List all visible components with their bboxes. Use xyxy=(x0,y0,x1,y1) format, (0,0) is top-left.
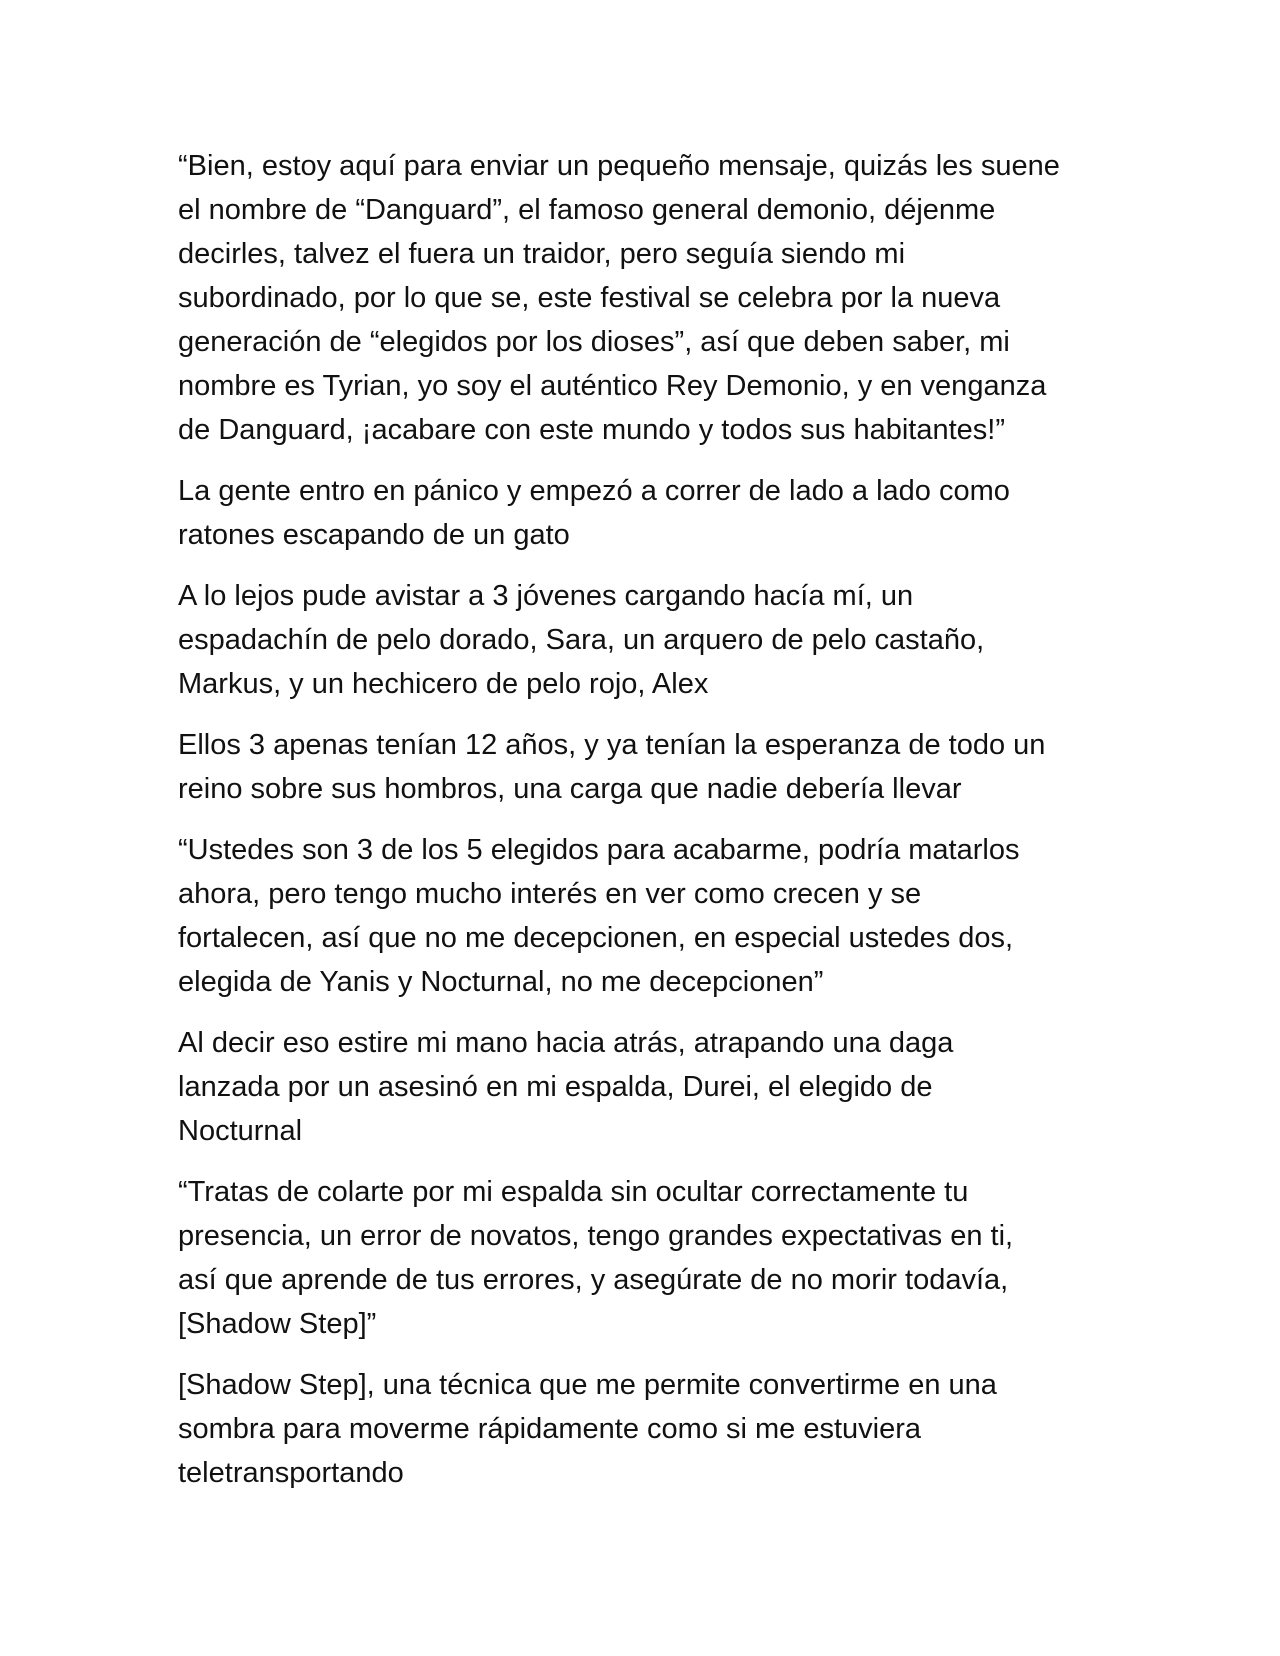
text-line: ratones escapando de un gato xyxy=(178,519,570,551)
paragraph xyxy=(178,469,1118,557)
text-line: así que aprende de tus errores, y asegúrate de no morir todavía, xyxy=(178,1264,1009,1296)
text-line: sombra para moverme rápidamente como si me estuviera xyxy=(178,1413,922,1445)
text-line: nombre es Tyrian, yo soy el auténtico Rey Demonio, y en venganza xyxy=(178,370,1047,402)
paragraph xyxy=(178,1363,1118,1495)
text-line: decirles, talvez el fuera un traidor, pero seguía siendo mi xyxy=(178,238,906,270)
text-line: Ellos 3 apenas tenían 12 años, y ya tenían la esperanza de todo un xyxy=(178,729,1046,761)
text-line: de Danguard, ¡acabare con este mundo y todos sus habitantes!” xyxy=(178,414,1006,446)
paragraph xyxy=(178,723,1118,811)
text-line: espadachín de pelo dorado, Sara, un arquero de pelo castaño, xyxy=(178,624,985,656)
text-line: “Bien, estoy aquí para enviar un pequeño mensaje, quizás les suene xyxy=(178,150,1060,182)
text-line: “Ustedes son 3 de los 5 elegidos para acabarme, podría matarlos xyxy=(178,834,1020,866)
text-line: Markus, y un hechicero de pelo rojo, Alex xyxy=(178,668,709,700)
text-line: elegida de Yanis y Nocturnal, no me decepcionen” xyxy=(178,966,824,998)
paragraph xyxy=(178,1021,1118,1153)
paragraph xyxy=(178,144,1118,452)
text-line: lanzada por un asesinó en mi espalda, Durei, el elegido de xyxy=(178,1071,933,1103)
text-line: presencia, un error de novatos, tengo grandes expectativas en ti, xyxy=(178,1220,1014,1252)
text-line: ahora, pero tengo mucho interés en ver como crecen y se xyxy=(178,878,922,910)
text-line: La gente entro en pánico y empezó a correr de lado a lado como xyxy=(178,475,1010,507)
text-line: Nocturnal xyxy=(178,1115,303,1147)
paragraph xyxy=(178,574,1118,706)
text-line: generación de “elegidos por los dioses”, así que deben saber, mi xyxy=(178,326,1010,358)
text-line: A lo lejos pude avistar a 3 jóvenes cargando hacía mí, un xyxy=(178,580,914,612)
document-page xyxy=(178,144,1118,1512)
text-line: [Shadow Step]” xyxy=(178,1308,377,1340)
text-line: reino sobre sus hombros, una carga que nadie debería llevar xyxy=(178,773,962,805)
text-line: fortalecen, así que no me decepcionen, en especial ustedes dos, xyxy=(178,922,1014,954)
text-line: Al decir eso estire mi mano hacia atrás, atrapando una daga xyxy=(178,1027,954,1059)
text-line: [Shadow Step], una técnica que me permite convertirme en una xyxy=(178,1369,997,1401)
text-line: teletransportando xyxy=(178,1457,404,1489)
text-line: el nombre de “Danguard”, el famoso general demonio, déjenme xyxy=(178,194,996,226)
paragraph xyxy=(178,1170,1118,1346)
text-line: subordinado, por lo que se, este festival se celebra por la nueva xyxy=(178,282,1001,314)
paragraph xyxy=(178,828,1118,1004)
text-line: “Tratas de colarte por mi espalda sin ocultar correctamente tu xyxy=(178,1176,969,1208)
